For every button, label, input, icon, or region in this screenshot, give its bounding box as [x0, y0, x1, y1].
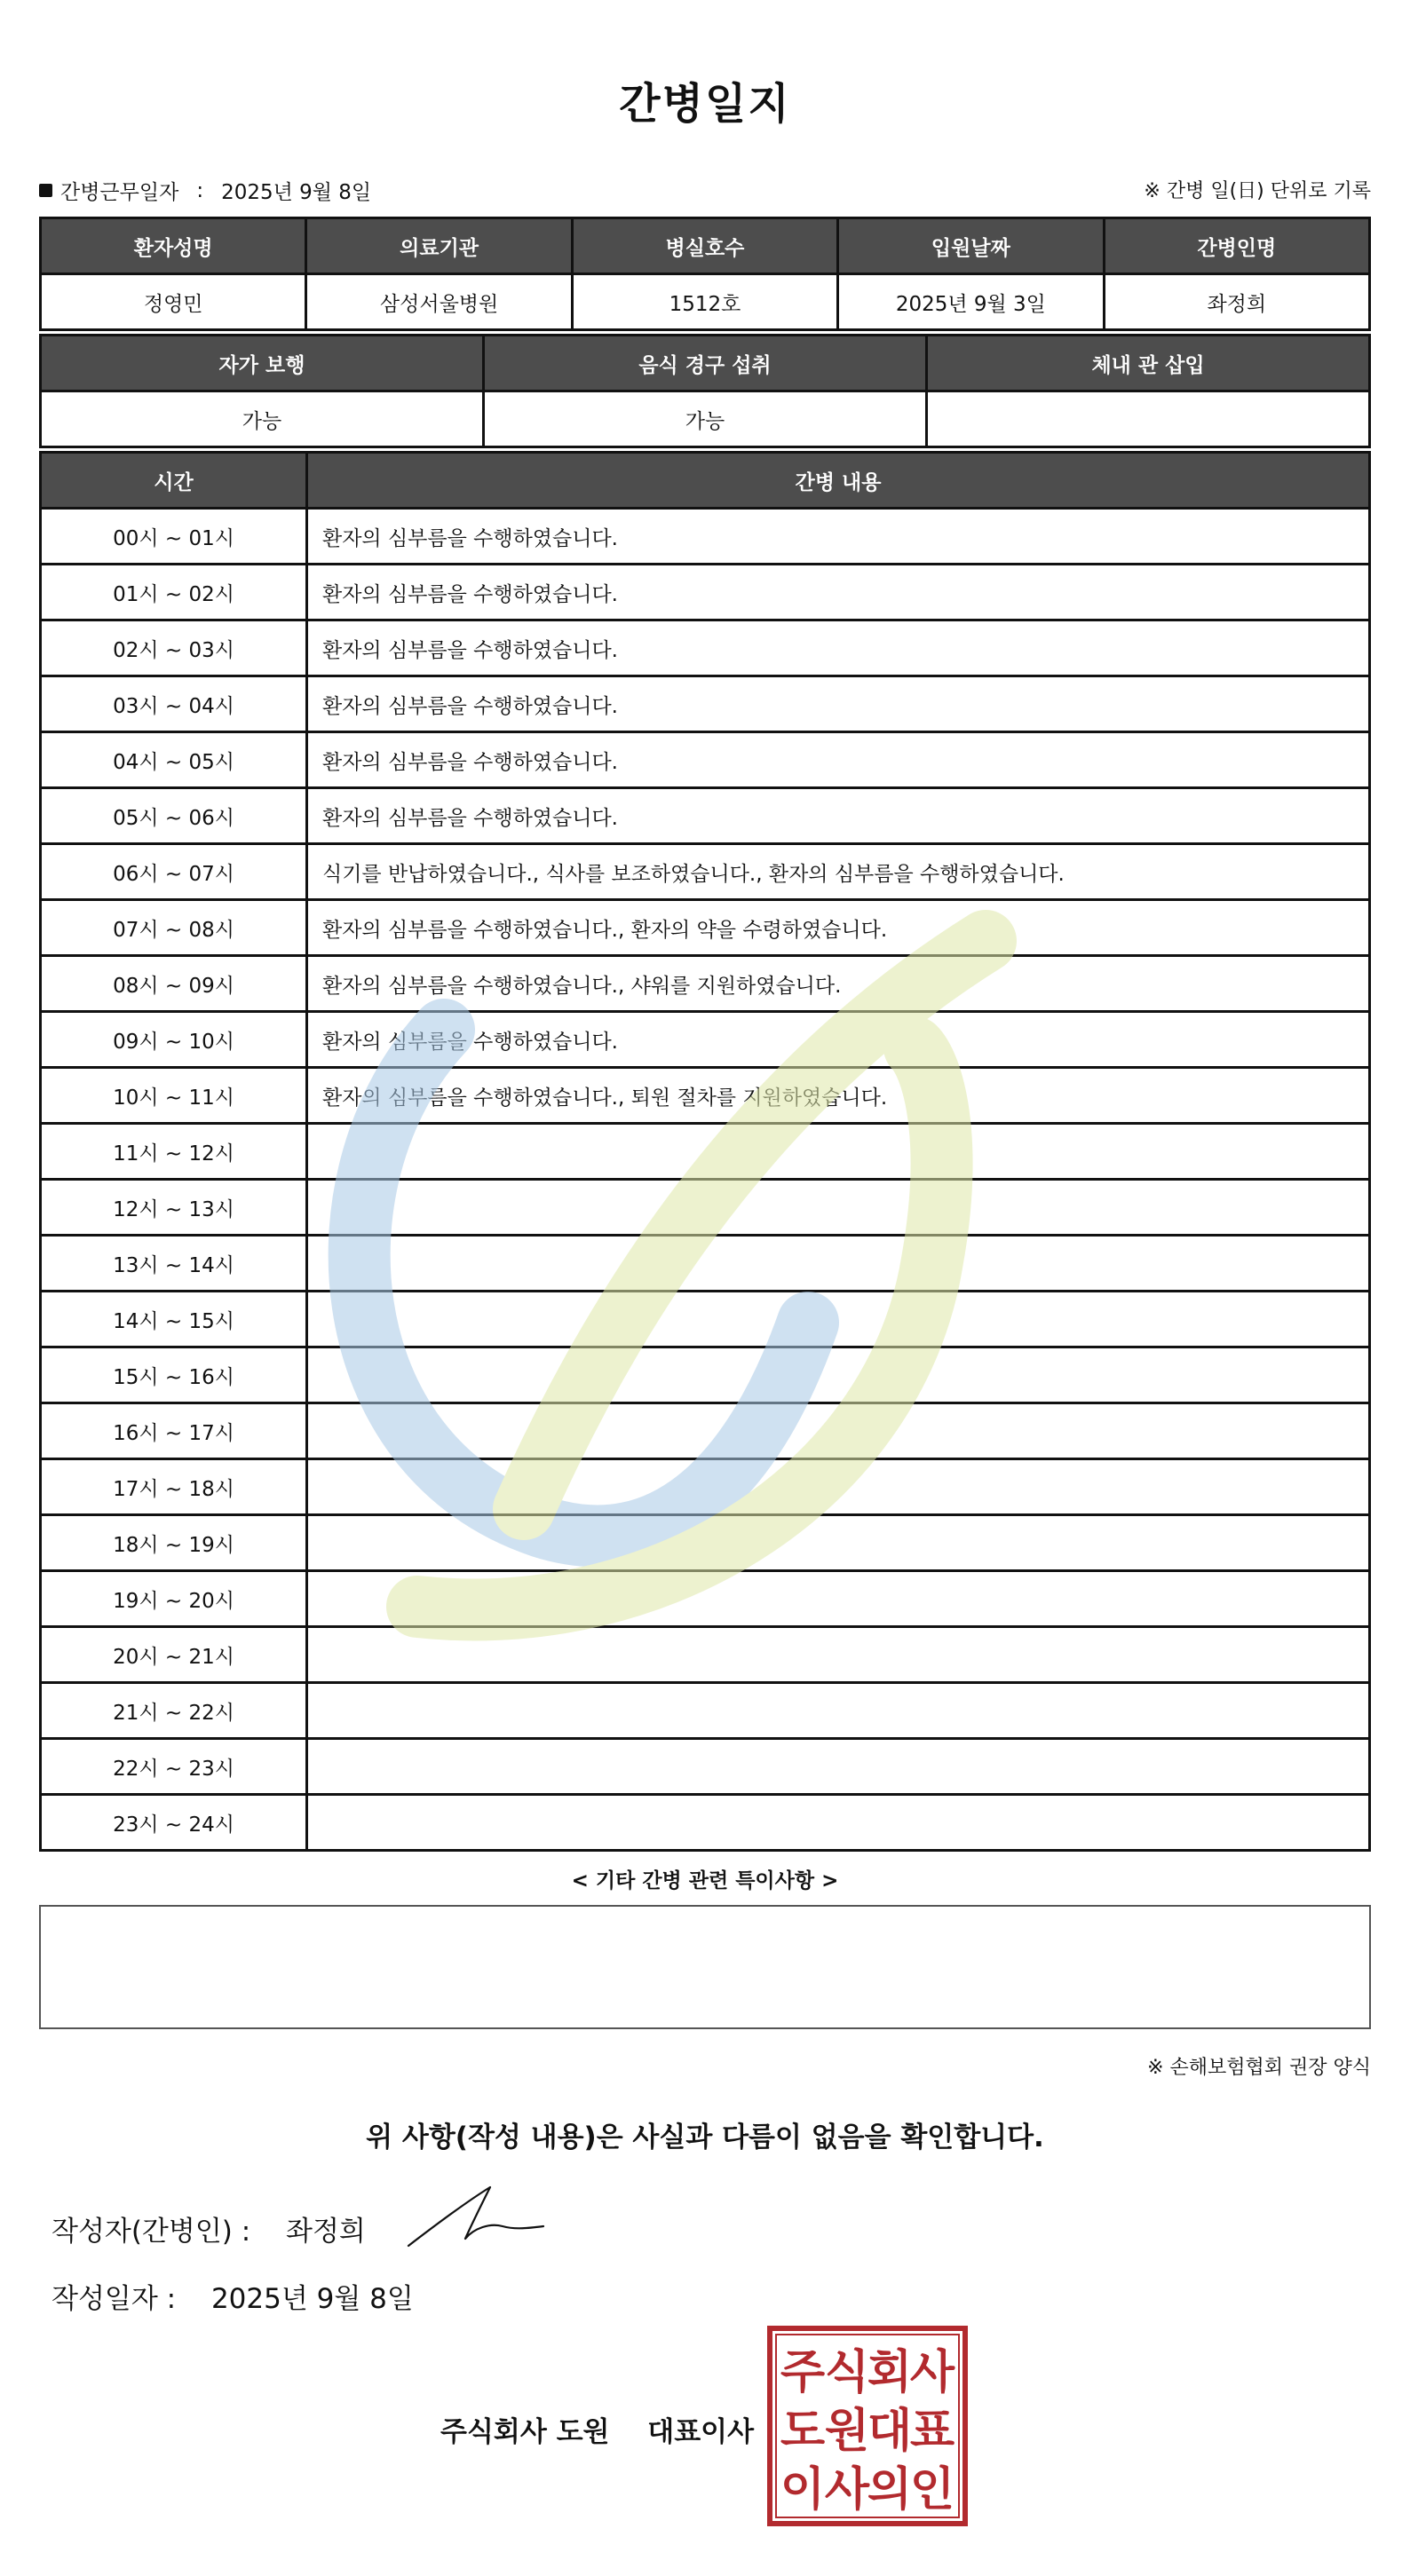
other-notes-title: < 기타 간병 관련 특이사항 >: [571, 1869, 839, 1892]
log-time-cell: 18시 ~ 19시: [41, 1515, 307, 1571]
log-content-cell: 환자의 심부름을 수행하였습니다.: [307, 788, 1370, 844]
table-row: [41, 1571, 1370, 1627]
table-row: [41, 1068, 1370, 1124]
svg-text:의: 의: [867, 2463, 913, 2517]
document-title: 간병일지: [619, 79, 791, 129]
log-content-cell: 환자의 심부름을 수행하였습니다., 샤워를 지원하였습니다.: [307, 956, 1370, 1012]
table-row: [41, 1459, 1370, 1515]
log-content-cell: [307, 1459, 1370, 1515]
writer-label: 작성자(간병인) :: [51, 2216, 251, 2248]
tube-insertion-value: [927, 391, 1370, 447]
table-row: [41, 844, 1370, 900]
log-content-cell: [307, 1627, 1370, 1683]
log-content-cell: 환자의 심부름을 수행하였습니다., 퇴원 절차를 지원하였습니다.: [307, 1068, 1370, 1124]
log-time-cell: 06시 ~ 07시: [41, 844, 307, 900]
log-time-cell: 19시 ~ 20시: [41, 1571, 307, 1627]
work-date-label: 간병근무일자: [60, 181, 179, 204]
log-content-cell: [307, 1515, 1370, 1571]
log-time-cell: 21시 ~ 22시: [41, 1683, 307, 1739]
log-time-cell: 15시 ~ 16시: [41, 1347, 307, 1403]
table-row: [41, 1347, 1370, 1403]
log-content-cell: [307, 1571, 1370, 1627]
log-content-cell: 환자의 심부름을 수행하였습니다.: [307, 620, 1370, 676]
log-time-cell: 03시 ~ 04시: [41, 676, 307, 732]
table-row: [41, 1627, 1370, 1683]
header-oral-intake: 음식 경구 섭취: [484, 336, 927, 391]
header-self-walking: 자가 보행: [41, 336, 484, 391]
log-content-cell: 환자의 심부름을 수행하였습니다.: [307, 565, 1370, 620]
caregiver-name: 좌정희: [1104, 274, 1369, 330]
log-time-cell: 13시 ~ 14시: [41, 1236, 307, 1292]
room-number: 1512호: [572, 274, 837, 330]
company-name: 주식회사 도원: [440, 2416, 610, 2448]
table-row: [41, 1515, 1370, 1571]
table-row: [41, 1236, 1370, 1292]
svg-text:주: 주: [780, 2346, 826, 2399]
work-date-line: [39, 176, 371, 205]
table-row: [41, 900, 1370, 956]
patient-name: 정영민: [41, 274, 306, 330]
table-row: [41, 1292, 1370, 1347]
log-time-cell: 14시 ~ 15시: [41, 1292, 307, 1347]
written-date-line: [51, 2276, 414, 2316]
log-time-cell: 00시 ~ 01시: [41, 509, 307, 565]
table-row: [41, 676, 1370, 732]
header-hospital: 의료기관: [306, 218, 572, 274]
writer-name: 좌정희: [286, 2216, 366, 2248]
log-content-cell: 식기를 반납하였습니다., 식사를 보조하였습니다., 환자의 심부름을 수행하였습니다.: [307, 844, 1370, 900]
table-row: [41, 956, 1370, 1012]
log-time-cell: 07시 ~ 08시: [41, 900, 307, 956]
header-care-content: 간병 내용: [307, 453, 1370, 509]
log-content-cell: 환자의 심부름을 수행하였습니다., 환자의 약을 수령하였습니다.: [307, 900, 1370, 956]
log-time-cell: 01시 ~ 02시: [41, 565, 307, 620]
svg-text:회: 회: [867, 2346, 913, 2399]
table-row: [41, 1180, 1370, 1236]
table-row: [41, 788, 1370, 844]
form-source-note: ※ 손해보험협회 권장 양식: [1147, 2057, 1371, 2079]
log-content-cell: 환자의 심부름을 수행하였습니다.: [307, 509, 1370, 565]
svg-text:도: 도: [780, 2405, 826, 2458]
patient-status-table: [39, 334, 1371, 448]
log-content-cell: [307, 1347, 1370, 1403]
log-time-cell: 11시 ~ 12시: [41, 1124, 307, 1180]
svg-text:이: 이: [780, 2463, 826, 2517]
log-content-cell: [307, 1124, 1370, 1180]
log-time-cell: 16시 ~ 17시: [41, 1403, 307, 1459]
table-row: [41, 732, 1370, 788]
table-row: [41, 1683, 1370, 1739]
header-admission-date: 입원날짜: [838, 218, 1104, 274]
log-content-cell: [307, 1683, 1370, 1739]
representative-title: 대표이사: [647, 2416, 755, 2448]
admission-date: 2025년 9월 3일: [838, 274, 1104, 330]
table-row: [41, 1124, 1370, 1180]
log-time-cell: 10시 ~ 11시: [41, 1068, 307, 1124]
log-time-cell: 12시 ~ 13시: [41, 1180, 307, 1236]
log-content-cell: [307, 1292, 1370, 1347]
hospital-name: 삼성서울병원: [306, 274, 572, 330]
svg-text:사: 사: [824, 2463, 870, 2517]
log-content-cell: 환자의 심부름을 수행하였습니다.: [307, 1012, 1370, 1068]
writer-line: [51, 2209, 366, 2248]
table-row: [41, 620, 1370, 676]
log-time-cell: 22시 ~ 23시: [41, 1739, 307, 1795]
company-seal: [767, 2326, 968, 2526]
log-time-cell: 02시 ~ 03시: [41, 620, 307, 676]
work-date-separator: :: [196, 178, 204, 202]
log-content-cell: [307, 1180, 1370, 1236]
header-tube-insertion: 체내 관 삽입: [927, 336, 1370, 391]
svg-text:표: 표: [909, 2405, 955, 2458]
care-log-table: [39, 451, 1371, 1852]
self-walking-value: 가능: [41, 391, 484, 447]
patient-info-table: [39, 217, 1371, 331]
log-content-cell: [307, 1739, 1370, 1795]
other-notes-box: [39, 1905, 1371, 2029]
table-row: [41, 1012, 1370, 1068]
table-row: [41, 1795, 1370, 1851]
record-note: ※ 간병 일(日) 단위로 기록: [1144, 180, 1371, 202]
log-content-cell: 환자의 심부름을 수행하였습니다.: [307, 732, 1370, 788]
svg-text:식: 식: [824, 2346, 870, 2399]
company-line: [440, 2409, 754, 2449]
table-row: [41, 1739, 1370, 1795]
table-row: [41, 509, 1370, 565]
handwritten-signature: [405, 2184, 547, 2251]
table-row: [41, 565, 1370, 620]
log-time-cell: 05시 ~ 06시: [41, 788, 307, 844]
header-time: 시간: [41, 453, 307, 509]
log-time-cell: 08시 ~ 09시: [41, 956, 307, 1012]
log-time-cell: 20시 ~ 21시: [41, 1627, 307, 1683]
log-content-cell: [307, 1403, 1370, 1459]
log-content-cell: [307, 1236, 1370, 1292]
svg-text:원: 원: [824, 2405, 870, 2458]
log-time-cell: 04시 ~ 05시: [41, 732, 307, 788]
svg-text:인: 인: [909, 2463, 955, 2517]
log-time-cell: 17시 ~ 18시: [41, 1459, 307, 1515]
written-date-label: 작성일자 :: [51, 2283, 177, 2315]
svg-text:사: 사: [909, 2346, 955, 2399]
log-content-cell: [307, 1795, 1370, 1851]
confirmation-statement: 위 사항(작성 내용)은 사실과 다름이 없음을 확인합니다.: [366, 2122, 1044, 2153]
oral-intake-value: 가능: [484, 391, 927, 447]
log-content-cell: 환자의 심부름을 수행하였습니다.: [307, 676, 1370, 732]
log-time-cell: 23시 ~ 24시: [41, 1795, 307, 1851]
work-date-value: 2025년 9월 8일: [221, 181, 372, 204]
header-patient-name: 환자성명: [41, 218, 306, 274]
header-room: 병실호수: [572, 218, 837, 274]
svg-text:대: 대: [867, 2405, 913, 2458]
written-date-value: 2025년 9월 8일: [210, 2283, 414, 2315]
table-row: [41, 1403, 1370, 1459]
header-caregiver: 간병인명: [1104, 218, 1369, 274]
log-time-cell: 09시 ~ 10시: [41, 1012, 307, 1068]
bullet-square-icon: [39, 184, 52, 197]
